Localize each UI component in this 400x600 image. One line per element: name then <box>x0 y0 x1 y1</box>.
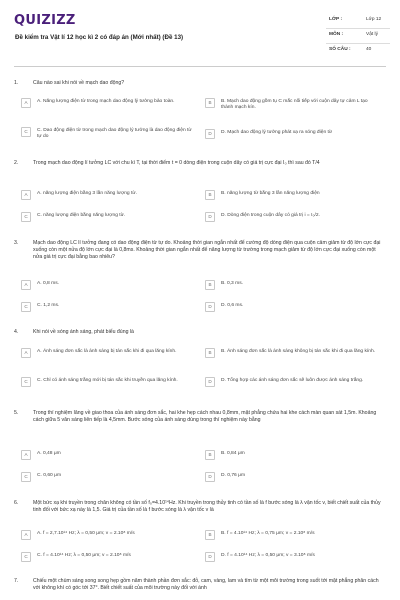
question-number: 7. <box>14 578 19 584</box>
option-text: D. 0,6 ms. <box>221 303 244 308</box>
meta-label: MÔN : <box>329 32 344 37</box>
question-text: Chiếu một chùm sáng song song hẹp gồm năm thành phần đơn sắc: đỏ, cam, vàng, lam và tím từ một môi trường trong suốt tới mặt phẳng phân cách với không khí có góc tới 37°. Biết chiết suất của môi trường này đối với ánh <box>33 578 379 591</box>
meta-label: LỚP : <box>329 17 343 22</box>
option-box: A <box>21 450 31 460</box>
option-box: A <box>21 98 31 108</box>
option-text: C. Dao động điện từ trong mạch dao động lý tưởng là dao động điện từ tự do <box>37 128 192 140</box>
option-text: C. Chỉ có ánh sáng trắng mới bị tán sắc khi truyền qua lăng kính. <box>37 378 178 383</box>
question-text: Trong thí nghiệm Iâng về giao thoa của ánh sáng đơn sắc, hai khe hẹp cách nhau 0,8mm, mặt phẳng chứa hai khe cách màn quan sát 1,5m. Khoảng cách giữa 5 vân sáng liên tiếp là 4,5mm. Bước sóng của ánh sáng dùng trong thí nghiệm này bằng <box>33 410 377 423</box>
option-box: B <box>205 280 215 290</box>
option-text: A. Năng lượng điện từ trong mạch dao động lý tưởng bảo toàn. <box>37 99 175 104</box>
header-divider <box>14 66 386 67</box>
question-number: 4. <box>14 329 19 335</box>
page-title: Đề kiểm tra Vật lí 12 học kì 2 có đáp án (Mới nhất) (Đề 13) <box>15 34 184 41</box>
option-box: B <box>205 98 215 108</box>
option-box: C <box>21 127 31 137</box>
option-box: A <box>21 190 31 200</box>
option-text: C. 1,2 ms. <box>37 303 60 308</box>
question-text: Trong mạch dao động lí tưởng LC với chu kì T, tại thời điểm t = 0 dòng điện trong cuộn dây có giá trị cực đại I₀ thì sau đó T/4 <box>33 160 320 166</box>
meta-table <box>326 14 390 58</box>
option-text: A. 0,8 ms. <box>37 281 60 286</box>
option-text: B. 0,84 μm <box>221 451 245 456</box>
option-box: A <box>21 348 31 358</box>
option-text: C. 0,60 μm <box>37 473 62 478</box>
meta-row-class <box>326 14 390 28</box>
option-box: C <box>21 552 31 562</box>
meta-value: Vật lý <box>366 32 378 37</box>
option-text: D. 0,76 μm <box>221 473 246 478</box>
option-text: B. f = 4.10¹⁴ Hz; λ = 0,75 μm; v = 2.10⁸ m/s <box>221 531 315 536</box>
option-box: C <box>21 302 31 312</box>
option-box: C <box>21 472 31 482</box>
option-box: B <box>205 450 215 460</box>
option-box: A <box>21 530 31 540</box>
quizizz-logo: QUIZIZZ <box>14 13 76 28</box>
option-box: D <box>205 472 215 482</box>
option-box: B <box>205 190 215 200</box>
option-box: D <box>205 302 215 312</box>
option-box: D <box>205 212 215 222</box>
option-text: D. Tổng hợp các ánh sáng đơn sắc sẽ luôn được ánh sáng trắng. <box>221 378 364 383</box>
option-text: A. năng lượng điện bằng 3 lần năng lượng từ. <box>37 191 137 196</box>
option-text: B. năng lượng từ bằng 3 lần năng lượng điện <box>221 191 320 196</box>
option-text: D. Mạch dao động lý tưởng phát xạ ra sóng điện từ <box>221 130 333 135</box>
option-text: B. 0,3 ms. <box>221 281 244 286</box>
question-text: Khi nói về sóng ánh sáng, phát biểu đúng là <box>33 329 134 335</box>
meta-value: Lớp 12 <box>366 17 382 22</box>
option-box: D <box>205 129 215 139</box>
option-text: A. Ánh sáng đơn sắc là ánh sáng bị tán sắc khi đi qua lăng kính. <box>37 349 177 354</box>
option-box: D <box>205 377 215 387</box>
option-text: A. f = 2,7.10¹⁴ Hz; λ = 0,50 μm; v = 2.10⁸ m/s <box>37 531 135 536</box>
option-text: B. Ánh sáng đơn sắc là ánh sáng không bị tán sắc khi đi qua lăng kính. <box>221 349 376 354</box>
option-text: C. f = 4.10¹⁴ Hz; λ = 0,50 μm; v = 2.10⁸ m/s <box>37 553 131 558</box>
option-box: D <box>205 552 215 562</box>
meta-row-subject <box>326 28 390 43</box>
option-box: A <box>21 280 31 290</box>
question-number: 1. <box>14 80 19 86</box>
meta-value: 40 <box>366 47 372 52</box>
option-box: B <box>205 530 215 540</box>
option-text: B. Mạch dao động gồm tụ C mắc nối tiếp với cuộn dây tự cảm L tạo thành mạch kín. <box>221 99 368 111</box>
meta-label: SỐ CÂU : <box>329 47 351 52</box>
option-text: D. Dòng điện trong cuộn dây có giá trị i = I₀/2. <box>221 213 320 218</box>
header <box>0 0 400 66</box>
option-box: B <box>205 348 215 358</box>
option-box: C <box>21 212 31 222</box>
option-text: D. f = 4.10¹⁴ Hz; λ = 0,50 μm; v = 3.10⁸ m/s <box>221 553 315 558</box>
option-text: A. 0,48 μm <box>37 451 61 456</box>
option-text: C. năng lượng điện bằng năng lượng từ. <box>37 213 126 218</box>
meta-row-count <box>326 43 390 58</box>
question-number: 3. <box>14 240 19 246</box>
question-text: Câu nào sai khi nói về mạch dao động? <box>33 80 125 86</box>
question-number: 5. <box>14 410 19 416</box>
question-number: 2. <box>14 160 19 166</box>
question-text: Một bức xạ khi truyền trong chân không có tần số f₀=4.10¹⁴Hz. Khi truyền trong thủy tinh có tần số là f bước sóng là λ vận tốc v, biết chiết suất của thủy tinh đối với bức xạ này là 1,5. Giá trị của tần số là f bước sóng là λ vận tốc v là <box>33 500 381 513</box>
question-number: 6. <box>14 500 19 506</box>
question-text: Mạch dao động LC lí tưởng đang có dao động điện từ tự do. Khoảng thời gian ngắn nhất để cường độ dòng điện qua cuộn cảm giảm từ độ lớn cực đại xuống còn một nửa độ lớn cực đại là 0,8ms. Khoảng thời gian ngắn nhất để năng lượng từ trường trong mạch giảm từ độ lớn cực đại xuống còn một nửa giá trị cực đại bằng bao nhiêu? <box>33 240 381 260</box>
option-box: C <box>21 377 31 387</box>
